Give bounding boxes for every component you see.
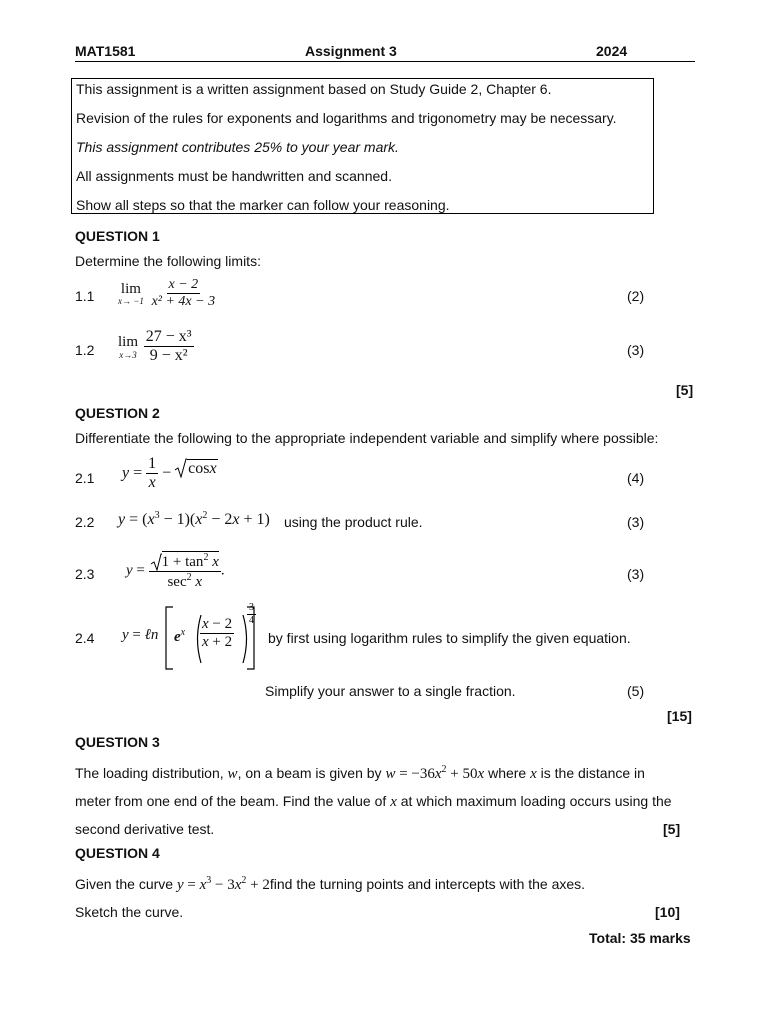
item-number: 2.4 (75, 630, 95, 646)
question-4-line-2: Sketch the curve. (75, 904, 184, 920)
equation-2-1: y = $\frac{1}{x}$ − cosx (122, 455, 217, 492)
question-1-instruction: Determine the following limits: (75, 253, 261, 269)
question-3-heading: QUESTION 3 (75, 734, 160, 750)
question-1-total: [5] (676, 382, 694, 398)
mark: (2) (627, 288, 645, 304)
mark: (4) (627, 470, 645, 486)
question-2-instruction: Differentiate the following to the appropriate independent variable and simplify where possible: (75, 430, 659, 446)
year: 2024 (596, 43, 628, 59)
limit-expression: lim x→ −1 $\frac{x - 2}{\text{x² + 4x − 3}}$ (118, 277, 216, 310)
question-3-line-3: second derivative test. (75, 821, 215, 837)
instruction-line: All assignments must be handwritten and scanned. (76, 168, 392, 184)
mark: (3) (627, 342, 645, 358)
equation-2-2-note: using the product rule. (284, 514, 423, 530)
sqrt-icon (175, 458, 187, 478)
instruction-line: Revision of the rules for exponents and logarithms and trigonometry may be necessary. (76, 110, 617, 126)
right-bracket-icon (246, 606, 256, 670)
header-rule (75, 61, 695, 62)
question-3-total: [5] (663, 821, 681, 837)
assignment-title: Assignment 3 (305, 43, 397, 59)
item-number: 1.1 (75, 288, 95, 304)
question-2-total: [15] (667, 708, 692, 724)
item-number: 2.2 (75, 514, 95, 530)
limit-expression: lim x→3 $\frac{\text{27 − x³}}{\text{9 − x²}}$ (118, 328, 192, 365)
equation-2-3: y = $\frac{1 + \tan^2 x}{\sec^2 x}$ . (126, 552, 225, 591)
instructions-box (71, 78, 654, 214)
question-4-heading: QUESTION 4 (75, 845, 160, 861)
instruction-line: This assignment contributes 25% to your year mark. (76, 139, 399, 155)
grand-total: Total: 35 marks (589, 930, 691, 946)
question-3-line-1: The loading distribution, w, on a beam is given by $w = -36x^2 + 50x$ where x is the distance in (75, 764, 645, 782)
equation-2-4-note: by first using logarithm rules to simplify the given equation. (268, 630, 631, 646)
question-4-total: [10] (655, 904, 680, 920)
question-2-heading: QUESTION 2 (75, 405, 160, 421)
instruction-line: This assignment is a written assignment based on Study Guide 2, Chapter 6. (76, 81, 552, 97)
question-3-line-2: meter from one end of the beam. Find the value of x at which maximum loading occurs using the (75, 793, 672, 810)
mark: (5) (627, 683, 645, 699)
item-number: 1.2 (75, 342, 95, 358)
sqrt-icon (151, 553, 162, 571)
mark: (3) (627, 566, 645, 582)
item-number: 2.1 (75, 470, 95, 486)
question-4-line-1: Given the curve $y = x^3 - 3x^2$ + 2find the turning points and intercepts with the axes. (75, 875, 586, 893)
item-number: 2.3 (75, 566, 95, 582)
equation-2-2: $y = (x^3 - 1)(x^2 - 2x + 1)$ (118, 510, 270, 528)
mark: (3) (627, 514, 645, 530)
question-1-heading: QUESTION 1 (75, 228, 160, 244)
left-bracket-icon (164, 606, 174, 670)
course-code: MAT1581 (75, 43, 136, 59)
instruction-line: Show all steps so that the marker can follow your reasoning. (76, 197, 450, 213)
equation-2-4-instruction: Simplify your answer to a single fraction. (265, 683, 516, 699)
